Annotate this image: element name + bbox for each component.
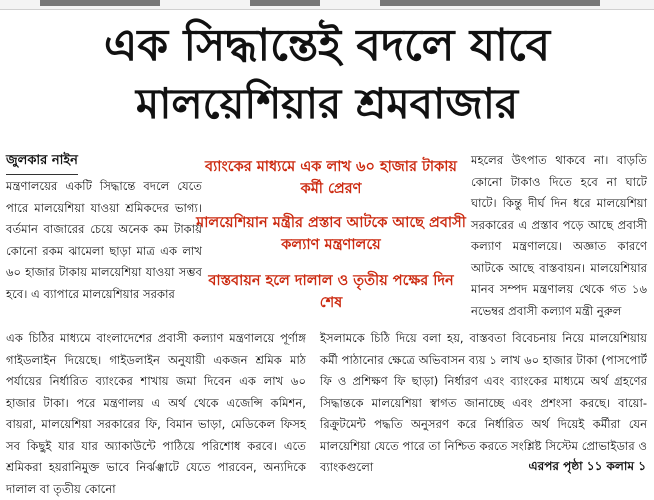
callout-bank-transfer: ব্যাংকের মাধ্যমে এক লাখ ৬০ হাজার টাকায় কর্মী প্রেরণ [205, 159, 457, 197]
article-paragraph: এক চিঠির মাধ্যমে বাংলাদেশের প্রবাসী কল্যাণ মন্ত্রণালয়ে পূর্ণাঙ্গ গাইডলাইন দিয়েছে। গাইডলাইন অনুযায়ী একজন শ্রমিক মাঠ পর্যায়ের নির্ধারিত ব্যাংকের শাখায় জমা দিবেন এক লাখ ৬০ হাজার টাকা। পরে মন্ত্রণালয় এ অর্থ থেকে এজেন্সি কমিশন, বায়রা, মালয়েশিয়া সরকারের ফি, বিমান ভাড়া, মেডিকেল ফিসহ সব কিছুই যার যার অ্যাকাউন্টে পাঠিয়ে পরিশোধ করবে। এতে শ্রমিকরা হয়রানিমুক্ত ভাবে নির্ঝঞ্ঝাটে যেতে পারবেন, অন্যদিকে দালাল বা তৃতীয় কোনো [6, 331, 306, 496]
continuation-note: এরপর পৃষ্ঠা ১১ কলাম ১ [528, 459, 646, 473]
strip-text-fragment [250, 0, 320, 6]
article-column-left [6, 176, 202, 305]
byline-author: জুলকার নাইন [6, 151, 78, 175]
article-paragraph: ইসলামকে চিঠি দিয়ে বলা হয়, বাস্তবতা বিবেচনায় নিয়ে মালয়েশিয়ায় কর্মী পাঠানোর ক্ষেত্রে অভিবাসন ব্যয় ১ লাখ ৬০ হাজার টাকা (পাসপোর্ট ফি ও প্রশিক্ষণ ফি ছাড়া) নির্ধারণ এবং ব্যাংকের মাধ্যমে অর্থ গ্রহণের সিদ্ধান্তকে মালয়েশিয়া স্বাগত জানাচ্ছে এবং প্রশংসা করছে। বায়ো-রিক্রুটমেন্ট পদ্ধতি অনুসরণ করে নির্ধারিত অর্থ দিয়েই কর্মীরা যেন মালয়েশিয়া যেতে পারে তা নিশ্চিত করতে সংশ্লিষ্ট সিস্টেম প্রোভাইডার ও ব্যাংকগুলো [320, 331, 647, 474]
article-column-bottom-left [6, 328, 306, 500]
previous-article-strip [0, 0, 654, 10]
callout-minister-proposal: মালয়েশিয়ান মন্ত্রীর প্রস্তাব আটকে আছে প্রবাসী কল্যাণ মন্ত্রণালয়ে [196, 215, 466, 253]
article-paragraph: মহলের উৎপাত থাকবে না। বাড়তি কোনো টাকাও দিতে হবে না ঘাটে ঘাটে। কিন্তু দীর্ঘ দিন ধরে মালয়েশিয়া সরকারের এ প্রস্তাব পড়ে আছে প্রবাসী কল্যাণ মন্ত্রণালয়ে। অজ্ঞাত কারণে আটকে আছে বাস্তবায়ন। মালয়েশিয়ার মানব সম্পদ মন্ত্রণালয় থেকে গত ১৬ নভেম্বর প্রবাসী কল্যাণ মন্ত্রী নুরুল [471, 153, 647, 318]
article-column-bottom-right [320, 328, 647, 479]
article-column-right [471, 150, 647, 322]
strip-text-fragment [380, 0, 600, 6]
headline-line-2: মালয়েশিয়ার শ্রমবাজার [135, 79, 519, 128]
headline-line-1: এক সিদ্ধান্তেই বদলে যাবে [103, 20, 551, 71]
article-paragraph: মন্ত্রণালয়ের একটি সিদ্ধান্তে বদলে যেতে পারে মালয়েশিয়া যাওয়া শ্রমিকদের ভাগ্য। বর্তমান বাজারের চেয়ে অনেক কম টাকায় কোনো রকম ঝামেলা ছাড়া মাত্র এক লাখ ৬০ হাজার টাকায় মালয়েশিয়া যাওয়া সম্ভব হবে। এ ব্যাপারে মালয়েশিয়ার সরকার [6, 179, 202, 301]
highlight-callouts [196, 152, 466, 322]
strip-text-fragment [40, 0, 160, 6]
callout-broker-end: বাস্তবায়ন হলে দালাল ও তৃতীয় পক্ষের দিন শেষ [208, 273, 454, 311]
